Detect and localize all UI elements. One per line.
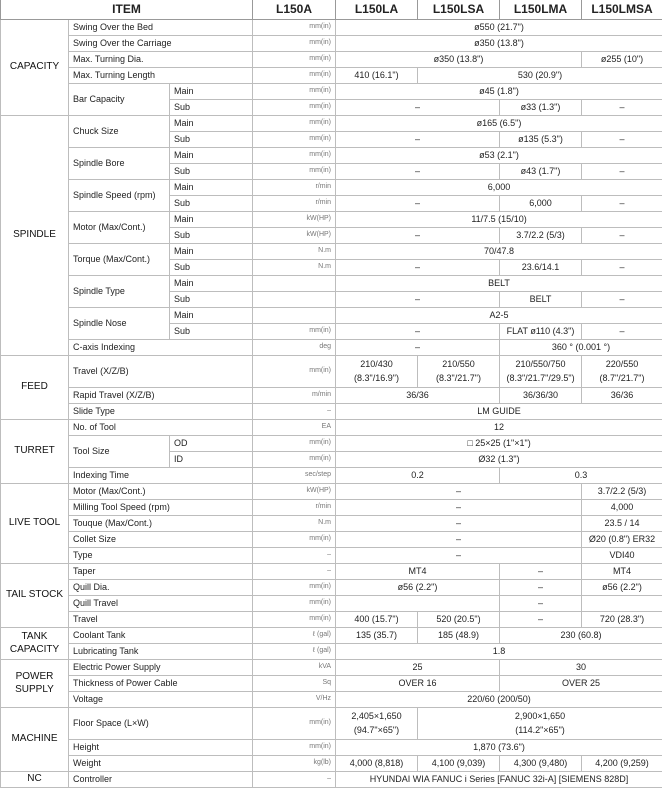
row-label: Floor Space (L×W) (69, 708, 253, 740)
value-cell: A2-5 (336, 308, 662, 324)
value-cell: OVER 25 (500, 676, 662, 692)
row-label: Spindle Speed (rpm) (69, 180, 170, 212)
unit: mm(in) (253, 148, 336, 164)
unit: mm(in) (253, 20, 336, 36)
row-label: Swing Over the Bed (69, 20, 253, 36)
unit: m/min (253, 388, 336, 404)
unit: N.m (253, 516, 336, 532)
unit: sec/step (253, 468, 336, 484)
dash-cell: – (336, 228, 500, 244)
value-cell (582, 356, 662, 388)
dash-cell: – (336, 324, 500, 340)
row-label: Spindle Type (69, 276, 170, 308)
row-label: Quill Travel (69, 596, 253, 612)
category-machine: MACHINE (1, 708, 69, 772)
sub-label: OD (170, 436, 253, 452)
unit: mm(in) (253, 84, 336, 100)
dash-cell: – (336, 500, 582, 516)
sub-label: Main (170, 116, 253, 132)
row-label: Slide Type (69, 404, 253, 420)
sub-label: Main (170, 180, 253, 196)
unit (253, 276, 336, 292)
dash-cell: – (336, 484, 582, 500)
unit: mm(in) (253, 596, 336, 612)
value-cell: 4,300 (9,480) (500, 756, 582, 772)
row-label: Thickness of Power Cable (69, 676, 253, 692)
dash-cell: – (336, 340, 500, 356)
unit: kW(HP) (253, 484, 336, 500)
value-cell: ø33 (1.3") (500, 100, 582, 116)
value-cell: 6,000 (500, 196, 582, 212)
sub-label: Sub (170, 324, 253, 340)
unit: – (253, 404, 336, 420)
unit: V/Hz (253, 692, 336, 708)
sub-label: Sub (170, 292, 253, 308)
dash-cell: – (582, 164, 662, 180)
unit: – (253, 772, 336, 788)
category-feed: FEED (1, 356, 69, 420)
unit (253, 292, 336, 308)
unit: mm(in) (253, 580, 336, 596)
value-cell: ø53 (2.1") (336, 148, 662, 164)
row-label: C-axis Indexing (69, 340, 253, 356)
value-cell: ø255 (10") (582, 52, 662, 68)
value-cell: 12 (336, 420, 662, 436)
row-label: Voltage (69, 692, 253, 708)
row-label: Electric Power Supply (69, 660, 253, 676)
value-cell: 36/36/30 (500, 388, 582, 404)
value-line: 210/550/750 (515, 359, 565, 369)
value-cell: 410 (16.1") (336, 68, 418, 84)
value-cell: 11/7.5 (15/10) (336, 212, 662, 228)
value-line: 220/550 (606, 359, 639, 369)
value-cell: 3.7/2.2 (5/3) (582, 484, 662, 500)
row-label: Travel (69, 612, 253, 628)
unit: mm(in) (253, 116, 336, 132)
unit: mm(in) (253, 436, 336, 452)
row-label: Swing Over the Carriage (69, 36, 253, 52)
header-model: L150LMA (500, 0, 582, 20)
header-item: ITEM (1, 0, 253, 20)
header-model: L150A (253, 0, 336, 20)
row-label: Coolant Tank (69, 628, 253, 644)
row-label: Touque (Max/Cont.) (69, 516, 253, 532)
row-label: Spindle Nose (69, 308, 170, 340)
value-cell: 23.5 / 14 (582, 516, 662, 532)
row-label: Indexing Time (69, 468, 253, 484)
value-cell (336, 356, 418, 388)
value-cell: 360 ° (0.001 °) (500, 340, 662, 356)
row-label: Height (69, 740, 253, 756)
row-label: Taper (69, 564, 253, 580)
value-cell: ø350 (13.8") (336, 36, 662, 52)
dash-cell: – (582, 196, 662, 212)
header-model: L150LA (336, 0, 418, 20)
blank-cell (582, 596, 662, 612)
value-cell: 23.6/14.1 (500, 260, 582, 276)
row-label: Chuck Size (69, 116, 170, 148)
unit: r/min (253, 500, 336, 516)
sub-label: Sub (170, 132, 253, 148)
dash-cell: – (336, 548, 582, 564)
value-line: (8.3"/16.9") (354, 373, 399, 383)
value-cell: 530 (20.9") (418, 68, 662, 84)
unit: r/min (253, 196, 336, 212)
row-label: Motor (Max/Cont.) (69, 484, 253, 500)
value-cell: 6,000 (336, 180, 662, 196)
category-tail-stock: TAIL STOCK (1, 564, 69, 628)
category-nc: NC (1, 772, 69, 788)
value-cell: FLAT ø110 (4.3") (500, 324, 582, 340)
unit: kW(HP) (253, 228, 336, 244)
unit: mm(in) (253, 68, 336, 84)
unit: mm(in) (253, 52, 336, 68)
value-cell: ø45 (1.8") (336, 84, 662, 100)
row-label: Spindle Bore (69, 148, 170, 180)
unit: kW(HP) (253, 212, 336, 228)
sub-label: Sub (170, 228, 253, 244)
row-label: No. of Tool (69, 420, 253, 436)
dash-cell: – (336, 516, 582, 532)
value-cell: ø43 (1.7") (500, 164, 582, 180)
sub-label: Sub (170, 196, 253, 212)
unit: mm(in) (253, 356, 336, 388)
sub-label: Main (170, 84, 253, 100)
value-cell: MT4 (582, 564, 662, 580)
row-label: Tool Size (69, 436, 170, 468)
unit: EA (253, 420, 336, 436)
sub-label: Main (170, 308, 253, 324)
value-line: (8.3"/21.7") (436, 373, 481, 383)
value-cell: 4,100 (9,039) (418, 756, 500, 772)
category-tank-capacity: TANK CAPACITY (1, 628, 69, 660)
value-line: (8.7"/21.7") (600, 373, 645, 383)
value-cell: LM GUIDE (336, 404, 662, 420)
row-label: Milling Tool Speed (rpm) (69, 500, 253, 516)
value-cell: 4,200 (9,259) (582, 756, 662, 772)
value-cell: 520 (20.5") (418, 612, 500, 628)
unit: mm(in) (253, 100, 336, 116)
value-line: (94.7"×65") (354, 725, 399, 735)
unit: mm(in) (253, 532, 336, 548)
value-cell: 0.2 (336, 468, 500, 484)
unit (253, 308, 336, 324)
unit: kVA (253, 660, 336, 676)
category-live-tool: LIVE TOOL (1, 484, 69, 564)
value-cell: 25 (336, 660, 500, 676)
value-cell: MT4 (336, 564, 500, 580)
dash-cell: – (582, 132, 662, 148)
row-label: Max. Turning Dia. (69, 52, 253, 68)
sub-label: Main (170, 244, 253, 260)
category-spindle: SPINDLE (1, 116, 69, 356)
value-cell: 36/36 (582, 388, 662, 404)
sub-label: ID (170, 452, 253, 468)
value-cell: 4,000 (8,818) (336, 756, 418, 772)
value-cell: BELT (500, 292, 582, 308)
unit: N.m (253, 260, 336, 276)
unit: – (253, 564, 336, 580)
dash-cell: – (336, 292, 500, 308)
row-label: Torque (Max/Cont.) (69, 244, 170, 276)
value-cell: 1,870 (73.6") (336, 740, 662, 756)
category-power-supply: POWER SUPPLY (1, 660, 69, 708)
value-cell (500, 356, 582, 388)
value-cell: Ø32 (1.3") (336, 452, 662, 468)
dash-cell: – (336, 164, 500, 180)
row-label: Weight (69, 756, 253, 772)
value-cell: HYUNDAI WIA FANUC i Series [FANUC 32i-A] [SIEMENS 828D] (336, 772, 662, 788)
row-label: Lubricating Tank (69, 644, 253, 660)
value-line: 210/430 (360, 359, 393, 369)
sub-label: Sub (170, 100, 253, 116)
row-label: Collet Size (69, 532, 253, 548)
value-cell: □ 25×25 (1"×1") (336, 436, 662, 452)
dash-cell: – (500, 580, 582, 596)
dash-cell: – (582, 324, 662, 340)
unit: mm(in) (253, 740, 336, 756)
value-cell: 36/36 (336, 388, 500, 404)
value-cell: 3.7/2.2 (5/3) (500, 228, 582, 244)
value-cell: OVER 16 (336, 676, 500, 692)
value-cell: 70/47.8 (336, 244, 662, 260)
unit: mm(in) (253, 452, 336, 468)
row-label: Bar Capacity (69, 84, 170, 116)
category-capacity: CAPACITY (1, 20, 69, 116)
unit: mm(in) (253, 132, 336, 148)
header-row (1, 0, 662, 20)
value-cell: 230 (60.8) (500, 628, 662, 644)
value-cell: 0.3 (500, 468, 662, 484)
value-cell: ø135 (5.3") (500, 132, 582, 148)
blank-cell (336, 596, 500, 612)
dash-cell: – (336, 196, 500, 212)
value-cell (418, 708, 662, 740)
row-label: Max. Turning Length (69, 68, 253, 84)
unit: Sq (253, 676, 336, 692)
dash-cell: – (582, 228, 662, 244)
unit: deg (253, 340, 336, 356)
unit: – (253, 548, 336, 564)
row-label: Rapid Travel (X/Z/B) (69, 388, 253, 404)
unit: mm(in) (253, 324, 336, 340)
dash-cell: – (336, 100, 500, 116)
value-cell: ø350 (13.8") (336, 52, 582, 68)
value-cell: 30 (500, 660, 662, 676)
value-line: 210/550 (442, 359, 475, 369)
value-cell: ø550 (21.7") (336, 20, 662, 36)
header-model: L150LMSA (582, 0, 662, 20)
value-cell: 720 (28.3") (582, 612, 662, 628)
dash-cell: – (336, 132, 500, 148)
sub-label: Main (170, 212, 253, 228)
row-label: Travel (X/Z/B) (69, 356, 253, 388)
dash-cell: – (500, 612, 582, 628)
category-turret: TURRET (1, 420, 69, 484)
sub-label: Main (170, 148, 253, 164)
value-cell (418, 356, 500, 388)
value-cell: VDI40 (582, 548, 662, 564)
value-cell: Ø20 (0.8") ER32 (582, 532, 662, 548)
dash-cell: – (582, 292, 662, 308)
unit: ℓ (gal) (253, 628, 336, 644)
dash-cell: – (500, 564, 582, 580)
value-cell: 220/60 (200/50) (336, 692, 662, 708)
unit: N.m (253, 244, 336, 260)
sub-label: Sub (170, 164, 253, 180)
dash-cell: – (582, 260, 662, 276)
value-cell: 135 (35.7) (336, 628, 418, 644)
header-model: L150LSA (418, 0, 500, 20)
value-cell: ø56 (2.2") (582, 580, 662, 596)
value-line: 2,900×1,650 (515, 711, 565, 721)
dash-cell: – (582, 100, 662, 116)
unit: mm(in) (253, 36, 336, 52)
unit: r/min (253, 180, 336, 196)
dash-cell: – (500, 596, 582, 612)
row-label: Quill Dia. (69, 580, 253, 596)
value-cell: 400 (15.7") (336, 612, 418, 628)
sub-label: Sub (170, 260, 253, 276)
dash-cell: – (336, 260, 500, 276)
sub-label: Main (170, 276, 253, 292)
value-cell (336, 708, 418, 740)
row-label: Controller (69, 772, 253, 788)
unit: kg(lb) (253, 756, 336, 772)
value-cell: 185 (48.9) (418, 628, 500, 644)
value-line: (8.3"/21.7"/29.5") (506, 373, 574, 383)
dash-cell: – (336, 532, 582, 548)
row-label: Type (69, 548, 253, 564)
row-label: Motor (Max/Cont.) (69, 212, 170, 244)
value-cell: BELT (336, 276, 662, 292)
unit: mm(in) (253, 164, 336, 180)
value-cell: 4,000 (582, 500, 662, 516)
unit: mm(in) (253, 708, 336, 740)
value-cell: ø165 (6.5") (336, 116, 662, 132)
value-cell: ø56 (2.2") (336, 580, 500, 596)
unit: ℓ (gal) (253, 644, 336, 660)
value-line: 2,405×1,650 (351, 711, 401, 721)
unit: mm(in) (253, 612, 336, 628)
value-cell: 1.8 (336, 644, 662, 660)
value-line: (114.2"×65") (515, 725, 565, 735)
